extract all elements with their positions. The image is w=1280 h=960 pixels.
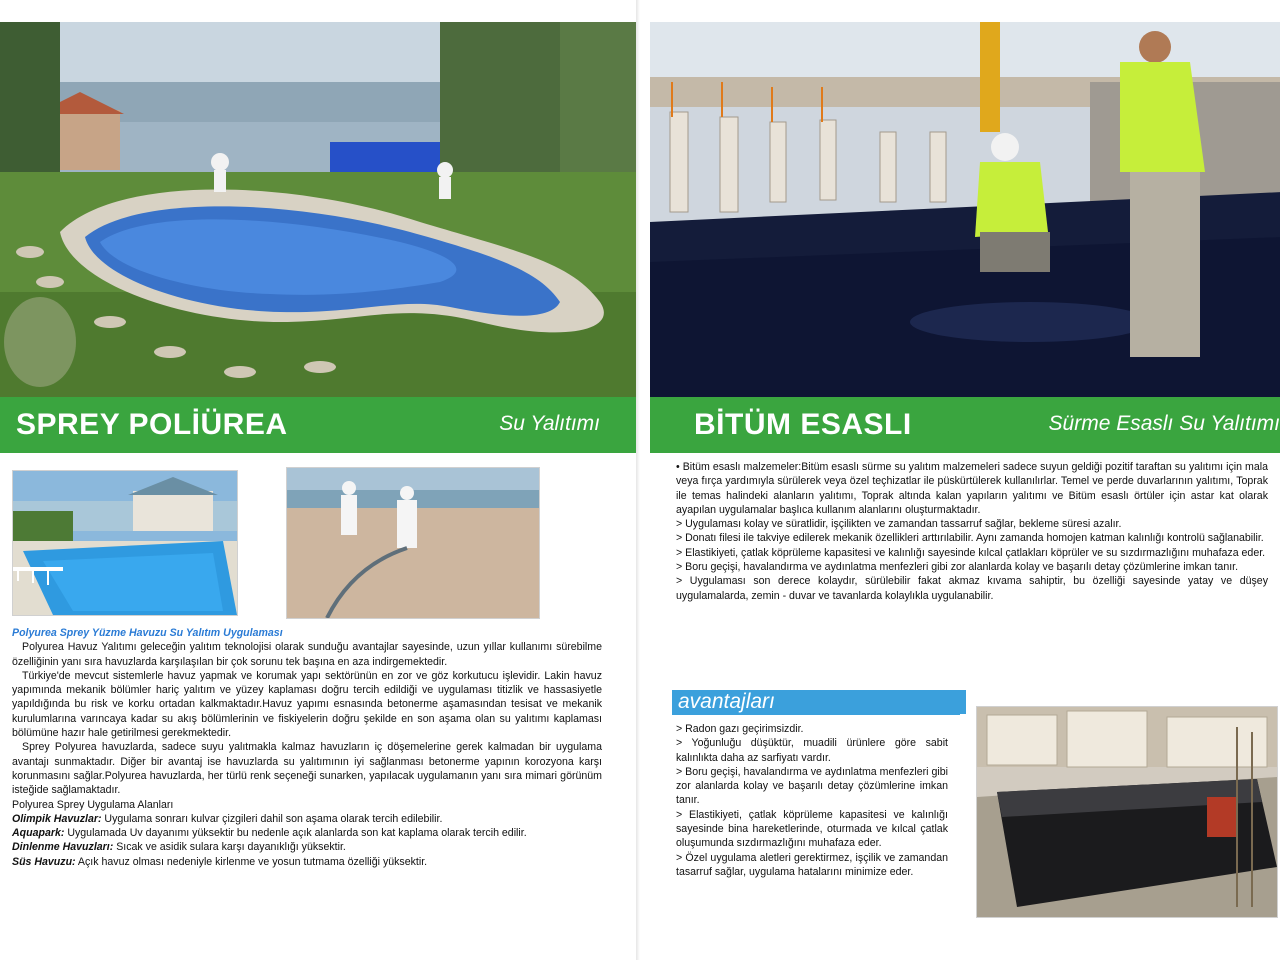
bullet-item: > Uygulaması kolay ve süratlidir, işçilikten ve zamandan tassarruf sağlar, bekleme süresi azalır.	[676, 518, 1122, 531]
banner-subtitle: Su Yalıtımı	[499, 412, 600, 435]
construction-thumbnail	[976, 706, 1278, 918]
advantages-list	[676, 722, 948, 879]
advantages-divider	[672, 714, 960, 715]
area-label: Olimpik Havuzlar:	[12, 812, 102, 825]
advantages-heading: avantajları	[672, 690, 966, 714]
area-item	[12, 840, 602, 854]
intro-paragraph: • Bitüm esaslı malzemeler:Bitüm esaslı sürme su yalıtım malzemeleri sadece suyun geldiği pozitif taraftan su yalıtımı için mala veya fırça yardımıyla sürülerek veya özel teçhizatlar ile püskürtülerek kullanılırlar. Temel ve perde duvarlarının yalıtımı, Toprak ile temas halindeki alanların yalıtımı, Toprak altında kalan yapıların yalıtımı ve Bitüm esaslı örtüler için astar kat olarak ayapılan uygulamalar başlıca kullanım alanlarını oluşturmaktadır.	[676, 461, 1268, 516]
area-item	[12, 826, 602, 840]
banner-title: BİTÜM ESASLI	[694, 408, 912, 441]
right-body-text	[676, 460, 1268, 603]
bitumen-hero-photo	[650, 22, 1280, 397]
paragraph: Polyurea Havuz Yalıtımı geleceğin yalıtım teknolojisi olarak sunduğu avantajlar sayesinde, uzun yıllar kullanımı sürebilme özelliğinin yanı sıra havuzlarda karşılaşılan bir çok sorunu tek başına en aza indirgemektedir.	[12, 641, 602, 668]
left-body-text	[12, 626, 602, 869]
bitum-esasli-banner	[650, 397, 1280, 453]
advantage-item: > Elastikiyeti, çatlak köprüleme kapasitesi ve kalınlığı sayesinde bina hareketlerinde, oturmada ve kılcal çatlak oluşumunda sızdırmazlığını muhafaza eder.	[676, 808, 948, 850]
area-label: Dinlenme Havuzları:	[12, 841, 114, 854]
area-item	[12, 812, 602, 826]
area-item	[12, 855, 432, 869]
area-label: Süs Havuzu:	[12, 855, 76, 868]
pool-thumbnail	[12, 470, 238, 616]
advantage-item: > Radon gazı geçirimsizdir.	[676, 723, 804, 735]
bullet-item: > Boru geçişi, havalandırma ve aydınlatma menfezleri gibi zor alanlarda kolay ve başarılı detay çözümlerine imkan tanır.	[676, 561, 1239, 574]
paragraph: Sprey Polyurea havuzlarda, sadece suyu yalıtmakla kalmaz havuzların iç döşemelerine gerek kalmadan bir uygulama avantajı sunmaktadır. Diğer bir avantaj ise havuzlarda su yalıtımının iyi sağlanması betonerme yapının korozyona karşı korunmasını sağlar.Polyurea havuzlarda, her türlü renk seçeneği sunarken, yapılacak uygulamanın yanı sıra mimari görünüm isteğide sağlamaktadır.	[12, 741, 602, 797]
areas-heading: Polyurea Sprey Uygulama Alanları	[12, 798, 174, 811]
advantage-item: > Boru geçişi, havalandırma ve aydınlatma menfezleri gibi zor alanlarda kolay ve başarılı detay çözümlerine imkan tanır.	[676, 765, 948, 807]
area-text: Uygulamada Uv dayanımı yüksektir bu nedenle açık alanlarda son kat kaplama olarak tercih edilir.	[64, 827, 527, 840]
banner-subtitle: Sürme Esaslı Su Yalıtımı	[1048, 412, 1280, 435]
sprey-poliurea-banner	[0, 397, 640, 453]
bullet-item: > Elastikiyeti, çatlak köprüleme kapasitesi ve kalınlığı sayesinde kılcal çatlakları köprüler ve su sızdırmazlığını muhafaza eder.	[676, 546, 1266, 559]
pool-caption: Polyurea Sprey Yüzme Havuzu Su Yalıtım Uygulaması	[12, 627, 283, 639]
advantage-item: > Özel uygulama aletleri gerektirmez, işçilik ve zamandan tasarruf sağlar, uygulama hatalarını minimize eder.	[676, 851, 948, 878]
spray-workers-thumbnail	[286, 467, 540, 619]
area-text: Uygulama sonrarı kulvar çizgileri dahil son aşama olarak tercih edilebilir.	[101, 812, 443, 825]
bullet-item: > Uygulaması son derece kolaydır, sürülebilir fakat akmaz kıvama sahiptir, bu özelliği sayesinde yatay ve düşey uygulamalarda, zemin - duvar ve tavanlarda kolaylıkla uygulanabilir.	[676, 575, 1268, 602]
bullet-item: > Donatı filesi ile takviye edilerek mekanik özellikleri arttırılabilir. Aynı zamanda homojen katman kalınlığı kontrolü sağlanabilir.	[676, 532, 1264, 545]
paragraph: Türkiye'de mevcut sistemlerle havuz yapmak ve korumak yapı sektörünün en zor ve göz korkutucu işlevidir. Lakin havuz yapımında mekanik bölümler hariç yalıtım ve yüzey kaplaması doğru tercih edildiği ve uygulaması titizlik ve hassasiyetle yapıldığında bu risk ve korku ortadan kalkmaktadır.Havuz yapımı esnasında betonerme aşamasından tesisat ve mekanik kurulumlarına varıncaya kadar su akış bölümlerinin ve fiskiyelerin doğru şekilde en son aşama olan su yalıtımı kaplaması bölümüne hazır hale getirilmesi gerekmektedir.	[12, 669, 602, 740]
area-label: Aquapark:	[12, 827, 65, 840]
advantage-item: > Yoğunluğu düşüktür, muadili ürünlere göre sabit kalınlıkta daha az sarfiyatı vardır.	[676, 737, 948, 764]
banner-title: SPREY POLİÜREA	[16, 408, 288, 441]
area-text: Sıcak ve asidik sulara karşı dayanıklığı yüksektir.	[113, 841, 346, 854]
area-text: Açık havuz olması nedeniyle kirlenme ve yosun tutmama özelliği yüksektir.	[75, 855, 428, 868]
pool-hero-photo	[0, 22, 640, 397]
